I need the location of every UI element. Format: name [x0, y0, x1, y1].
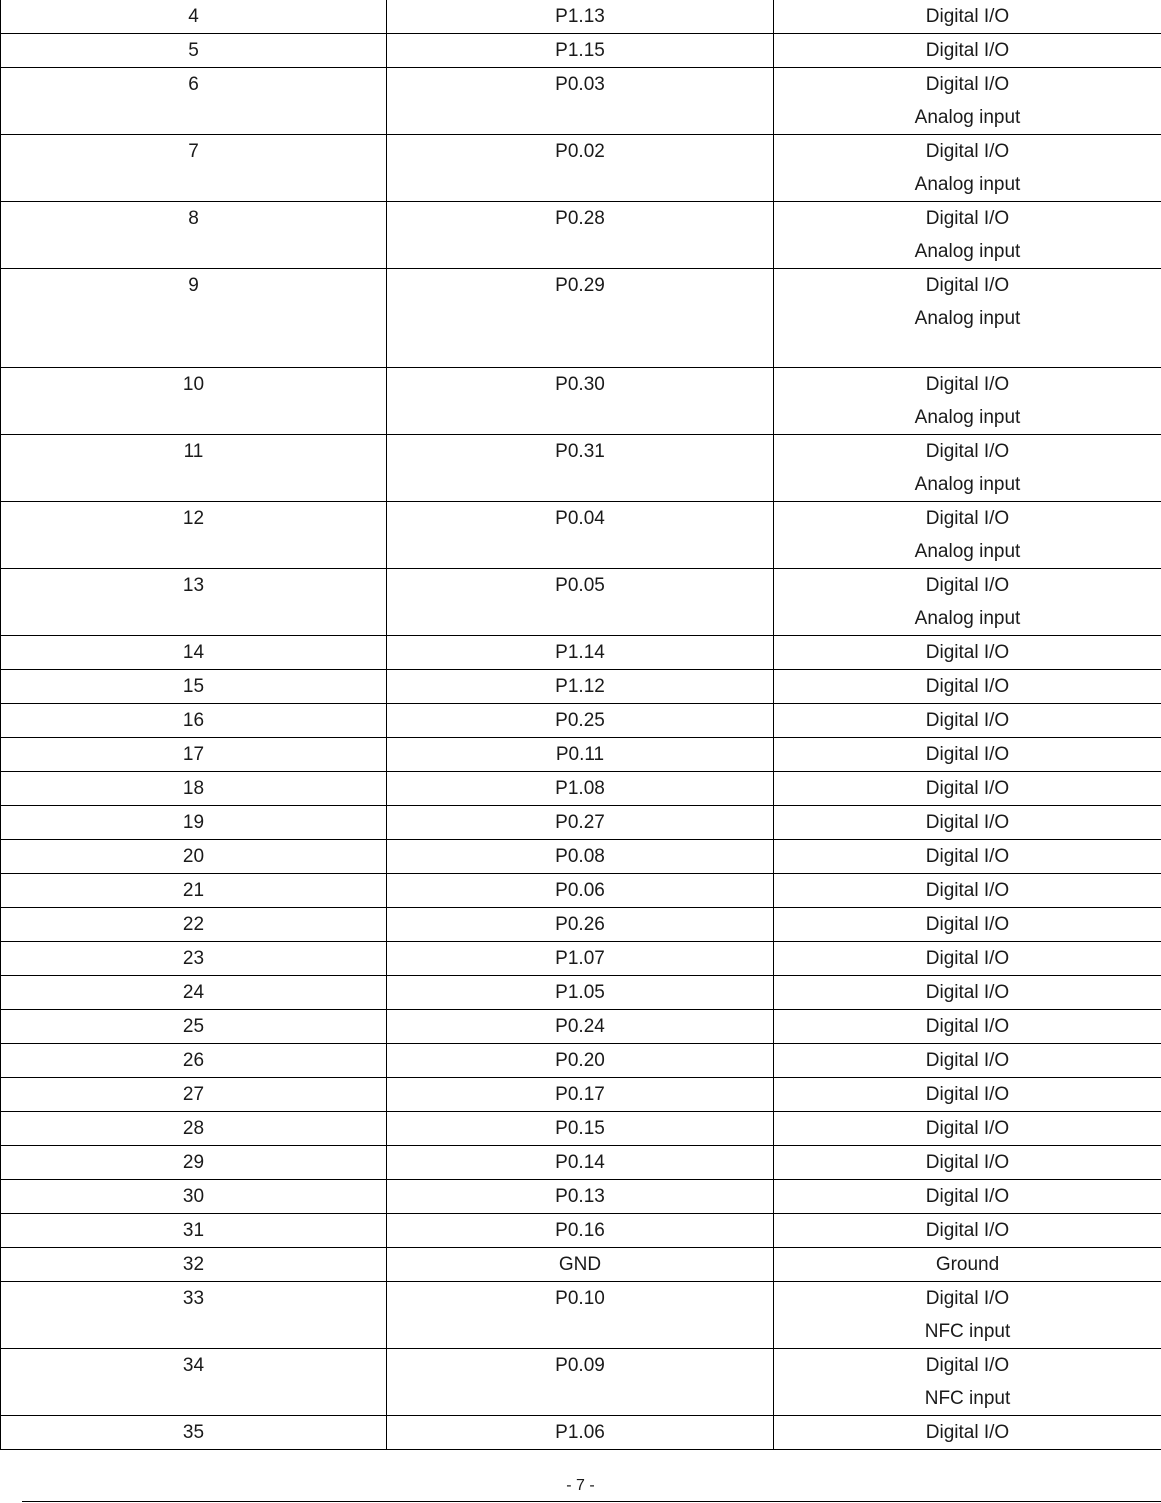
port-cell: P0.20	[387, 1044, 774, 1078]
pin-number-cell: 27	[1, 1078, 387, 1112]
pin-number-cell: 24	[1, 976, 387, 1010]
pin-number-cell: 35	[1, 1416, 387, 1450]
port-cell: P0.11	[387, 738, 774, 772]
function-cell: Digital I/O	[774, 636, 1161, 670]
port-cell: P0.29	[387, 269, 774, 368]
function-cell: Digital I/O Analog input	[774, 502, 1161, 569]
port-cell: P0.03	[387, 68, 774, 135]
function-cell: Digital I/O	[774, 1010, 1161, 1044]
table-row	[1, 135, 1161, 202]
function-cell: Digital I/O	[774, 1146, 1161, 1180]
function-cell: Digital I/O Analog input	[774, 569, 1161, 636]
pin-number-cell: 7	[1, 135, 387, 202]
function-cell: Digital I/O	[774, 1214, 1161, 1248]
port-cell: P0.09	[387, 1349, 774, 1416]
pin-number-cell: 14	[1, 636, 387, 670]
function-cell: Digital I/O	[774, 976, 1161, 1010]
function-cell: Digital I/O	[774, 704, 1161, 738]
function-cell: Digital I/O	[774, 0, 1161, 34]
function-cell: Digital I/O	[774, 1180, 1161, 1214]
pin-number-cell: 34	[1, 1349, 387, 1416]
function-cell: Ground	[774, 1248, 1161, 1282]
pin-number-cell: 20	[1, 840, 387, 874]
table-row	[1, 942, 1161, 976]
function-cell: Digital I/O	[774, 34, 1161, 68]
pin-number-cell: 5	[1, 34, 387, 68]
function-cell: Digital I/O	[774, 1416, 1161, 1450]
function-cell: Digital I/O NFC input	[774, 1282, 1161, 1349]
table-row	[1, 636, 1161, 670]
pin-number-cell: 11	[1, 435, 387, 502]
pin-number-cell: 22	[1, 908, 387, 942]
pin-number-cell: 30	[1, 1180, 387, 1214]
table-row	[1, 1010, 1161, 1044]
function-cell: Digital I/O	[774, 874, 1161, 908]
port-cell: P0.25	[387, 704, 774, 738]
port-cell: P0.16	[387, 1214, 774, 1248]
table-row	[1, 840, 1161, 874]
pin-number-cell: 26	[1, 1044, 387, 1078]
table-row	[1, 0, 1161, 34]
table-row	[1, 738, 1161, 772]
table-row	[1, 976, 1161, 1010]
port-cell: P0.14	[387, 1146, 774, 1180]
port-cell: P0.08	[387, 840, 774, 874]
pin-number-cell: 4	[1, 0, 387, 34]
table-row	[1, 269, 1161, 368]
pin-number-cell: 21	[1, 874, 387, 908]
function-cell: Digital I/O Analog input	[774, 135, 1161, 202]
port-cell: P1.07	[387, 942, 774, 976]
table-row	[1, 1416, 1161, 1450]
table-row	[1, 1349, 1161, 1416]
pin-number-cell: 18	[1, 772, 387, 806]
table-row	[1, 368, 1161, 435]
function-cell: Digital I/O	[774, 908, 1161, 942]
port-cell: P1.06	[387, 1416, 774, 1450]
table-row	[1, 569, 1161, 636]
function-cell: Digital I/O	[774, 1044, 1161, 1078]
port-cell: P0.31	[387, 435, 774, 502]
table-row	[1, 1180, 1161, 1214]
port-cell: P0.15	[387, 1112, 774, 1146]
pin-number-cell: 33	[1, 1282, 387, 1349]
port-cell: P0.05	[387, 569, 774, 636]
table-row	[1, 1112, 1161, 1146]
port-cell: P1.13	[387, 0, 774, 34]
function-cell: Digital I/O	[774, 670, 1161, 704]
pin-number-cell: 6	[1, 68, 387, 135]
pin-number-cell: 31	[1, 1214, 387, 1248]
function-cell: Digital I/O Analog input	[774, 68, 1161, 135]
port-cell: P0.02	[387, 135, 774, 202]
table-row	[1, 670, 1161, 704]
port-cell: P1.15	[387, 34, 774, 68]
port-cell: P0.10	[387, 1282, 774, 1349]
function-cell: Digital I/O	[774, 840, 1161, 874]
pin-number-cell: 29	[1, 1146, 387, 1180]
table-row	[1, 1146, 1161, 1180]
port-cell: P0.30	[387, 368, 774, 435]
port-cell: P0.26	[387, 908, 774, 942]
port-cell: P0.28	[387, 202, 774, 269]
function-cell: Digital I/O	[774, 1078, 1161, 1112]
pin-number-cell: 28	[1, 1112, 387, 1146]
function-cell: Digital I/O Analog input	[774, 435, 1161, 502]
page-number: - 7 -	[566, 1477, 595, 1494]
pin-number-cell: 19	[1, 806, 387, 840]
table-row	[1, 1078, 1161, 1112]
table-row	[1, 68, 1161, 135]
port-cell: P0.27	[387, 806, 774, 840]
port-cell: P1.05	[387, 976, 774, 1010]
function-cell: Digital I/O	[774, 1112, 1161, 1146]
table-row	[1, 34, 1161, 68]
pin-number-cell: 32	[1, 1248, 387, 1282]
table-row	[1, 704, 1161, 738]
table-row	[1, 1282, 1161, 1349]
port-cell: P1.14	[387, 636, 774, 670]
port-cell: P0.06	[387, 874, 774, 908]
table-row	[1, 1214, 1161, 1248]
pin-number-cell: 9	[1, 269, 387, 368]
table-row	[1, 202, 1161, 269]
table-row	[1, 435, 1161, 502]
pin-number-cell: 16	[1, 704, 387, 738]
table-row	[1, 908, 1161, 942]
function-cell: Digital I/O	[774, 806, 1161, 840]
function-cell: Digital I/O Analog input	[774, 269, 1161, 368]
port-cell: P0.04	[387, 502, 774, 569]
pin-number-cell: 12	[1, 502, 387, 569]
port-cell: P1.12	[387, 670, 774, 704]
function-cell: Digital I/O	[774, 772, 1161, 806]
port-cell: P0.13	[387, 1180, 774, 1214]
function-cell: Digital I/O Analog input	[774, 368, 1161, 435]
pin-number-cell: 8	[1, 202, 387, 269]
pin-number-cell: 13	[1, 569, 387, 636]
table-row	[1, 806, 1161, 840]
table-row	[1, 502, 1161, 569]
port-cell: P0.24	[387, 1010, 774, 1044]
footer-divider	[22, 1501, 1161, 1502]
port-cell: P1.08	[387, 772, 774, 806]
table-row	[1, 1248, 1161, 1282]
pin-number-cell: 17	[1, 738, 387, 772]
table-row	[1, 1044, 1161, 1078]
table-row	[1, 874, 1161, 908]
pin-number-cell: 15	[1, 670, 387, 704]
function-cell: Digital I/O	[774, 942, 1161, 976]
pin-number-cell: 23	[1, 942, 387, 976]
pin-number-cell: 25	[1, 1010, 387, 1044]
port-cell: P0.17	[387, 1078, 774, 1112]
function-cell: Digital I/O Analog input	[774, 202, 1161, 269]
function-cell: Digital I/O	[774, 738, 1161, 772]
function-cell: Digital I/O NFC input	[774, 1349, 1161, 1416]
pin-number-cell: 10	[1, 368, 387, 435]
table-row	[1, 772, 1161, 806]
port-cell: GND	[387, 1248, 774, 1282]
